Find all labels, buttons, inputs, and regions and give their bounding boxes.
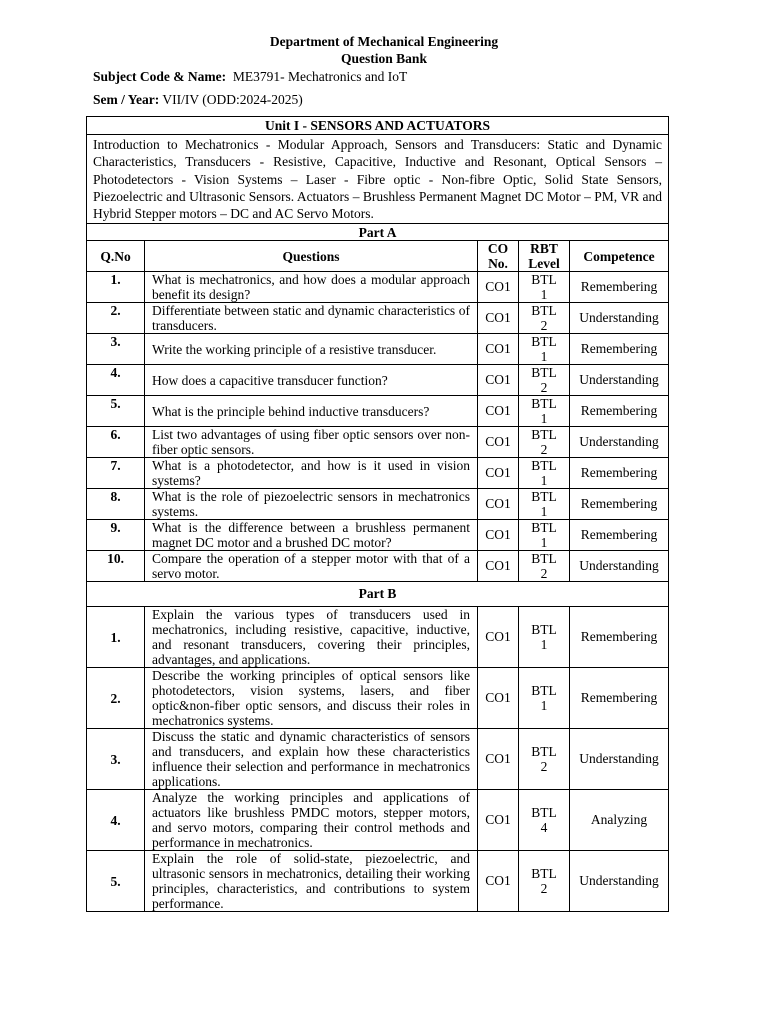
table-row [87, 790, 669, 851]
co-number: CO1 [478, 551, 519, 582]
question-text: How does a capacitive transducer function? [145, 365, 478, 396]
co-number: CO1 [478, 851, 519, 912]
table-row [87, 272, 669, 303]
question-text: Explain the various types of transducers used in mechatronics, including resistive, capacitive, inductive, and resonant transducers, covering their principles, advantages, and applications. [145, 607, 478, 668]
rbt-level-number: 2 [540, 759, 548, 775]
table-row [87, 334, 669, 365]
co-number: CO1 [478, 334, 519, 365]
question-number: 5. [87, 851, 145, 912]
co-header-line1: CO [487, 241, 509, 257]
question-text: List two advantages of using fiber optic sensors over non-fiber optic sensors. [145, 427, 478, 458]
question-text: What is the principle behind inductive transducers? [145, 396, 478, 427]
rbt-level-number: 1 [540, 535, 548, 551]
question-text: Describe the working principles of optical sensors like photodetectors, vision systems, lasers, and fiber optic&non-fiber optic sensors, and discuss their roles in mechatronics systems. [145, 668, 478, 729]
rbt-level-number: 4 [540, 820, 548, 836]
question-number: 6. [87, 427, 145, 458]
rbt-prefix: BTL [531, 683, 557, 699]
rbt-level [519, 851, 570, 912]
co-number: CO1 [478, 272, 519, 303]
rbt-prefix: BTL [531, 427, 557, 443]
rbt-prefix: BTL [531, 866, 557, 882]
competence: Analyzing [570, 790, 669, 851]
question-number: 3. [87, 334, 145, 365]
rbt-level [519, 790, 570, 851]
co-number: CO1 [478, 790, 519, 851]
co-number: CO1 [478, 729, 519, 790]
table-row [87, 303, 669, 334]
rbt-level [519, 729, 570, 790]
rbt-level-number: 1 [540, 637, 548, 653]
table-header-row [87, 241, 669, 272]
co-number: CO1 [478, 396, 519, 427]
document-title: Question Bank [341, 51, 427, 66]
table-row [87, 551, 669, 582]
co-number: CO1 [478, 458, 519, 489]
subject-line [93, 68, 407, 85]
question-text: Compare the operation of a stepper motor with that of a servo motor. [145, 551, 478, 582]
question-number: 7. [87, 458, 145, 489]
sem-line [93, 91, 303, 108]
question-number: 9. [87, 520, 145, 551]
table-row [87, 851, 669, 912]
rbt-level-number: 1 [540, 411, 548, 427]
sem-label: Sem / Year: [93, 92, 160, 107]
rbt-prefix: BTL [531, 334, 557, 350]
col-header-rbt [519, 241, 570, 272]
competence: Remembering [570, 607, 669, 668]
col-header-qno: Q.No [87, 241, 145, 272]
competence: Understanding [570, 551, 669, 582]
rbt-level-number: 2 [540, 881, 548, 897]
question-text: Discuss the static and dynamic characteristics of sensors and transducers, and explain how these characteristics influence their selection and performance in mechatronics applications. [145, 729, 478, 790]
document-header [0, 33, 768, 67]
question-number: 8. [87, 489, 145, 520]
competence: Understanding [570, 851, 669, 912]
question-text: Write the working principle of a resistive transducer. [145, 334, 478, 365]
question-number: 2. [87, 668, 145, 729]
rbt-level-number: 2 [540, 442, 548, 458]
question-number: 10. [87, 551, 145, 582]
table-row [87, 396, 669, 427]
competence: Remembering [570, 489, 669, 520]
subject-value: ME3791- Mechatronics and IoT [232, 69, 408, 84]
competence: Understanding [570, 365, 669, 396]
competence: Understanding [570, 303, 669, 334]
question-text: What is a photodetector, and how is it used in vision systems? [145, 458, 478, 489]
col-header-questions: Questions [145, 241, 478, 272]
question-number: 4. [87, 365, 145, 396]
question-number: 1. [87, 272, 145, 303]
rbt-prefix: BTL [531, 458, 557, 474]
competence: Remembering [570, 668, 669, 729]
rbt-level [519, 334, 570, 365]
co-number: CO1 [478, 427, 519, 458]
co-number: CO1 [478, 489, 519, 520]
rbt-level [519, 668, 570, 729]
rbt-level-number: 1 [540, 349, 548, 365]
question-text: Explain the role of solid-state, piezoelectric, and ultrasonic sensors in mechatronics, detailing their working principles, characteristics, and contributions to system performance. [145, 851, 478, 912]
competence: Remembering [570, 334, 669, 365]
question-number: 4. [87, 790, 145, 851]
competence: Remembering [570, 520, 669, 551]
table-row [87, 668, 669, 729]
part-b-title: Part B [87, 582, 669, 607]
rbt-header-line1: RBT [530, 241, 558, 257]
sem-value: VII/IV (ODD:2024-2025) [162, 92, 303, 107]
question-number: 1. [87, 607, 145, 668]
rbt-level [519, 551, 570, 582]
table-row [87, 458, 669, 489]
competence: Understanding [570, 427, 669, 458]
rbt-level-number: 2 [540, 318, 548, 334]
question-text: Differentiate between static and dynamic characteristics of transducers. [145, 303, 478, 334]
table-row [87, 427, 669, 458]
rbt-level [519, 272, 570, 303]
competence: Understanding [570, 729, 669, 790]
co-number: CO1 [478, 668, 519, 729]
co-number: CO1 [478, 303, 519, 334]
rbt-level [519, 607, 570, 668]
subject-label: Subject Code & Name: [93, 69, 227, 84]
rbt-prefix: BTL [531, 622, 557, 638]
table-row [87, 365, 669, 396]
rbt-level [519, 520, 570, 551]
question-text: What is the role of piezoelectric sensors in mechatronics systems. [145, 489, 478, 520]
rbt-prefix: BTL [531, 272, 557, 288]
department-title: Department of Mechanical Engineering [269, 34, 499, 49]
part-a-title: Part A [87, 224, 669, 241]
rbt-level [519, 365, 570, 396]
rbt-level [519, 427, 570, 458]
question-number: 5. [87, 396, 145, 427]
table-row [87, 607, 669, 668]
competence: Remembering [570, 396, 669, 427]
question-text: What is the difference between a brushless permanent magnet DC motor and a brushed DC motor? [145, 520, 478, 551]
rbt-level [519, 303, 570, 334]
rbt-header-line2: Level [528, 256, 560, 272]
competence: Remembering [570, 458, 669, 489]
co-header-line2: No. [488, 256, 508, 272]
part-b-row [87, 582, 669, 607]
question-number: 2. [87, 303, 145, 334]
question-text: Analyze the working principles and applications of actuators like brushless PMDC motors, stepper motors, and servo motors, comparing their control methods and performance in mechatronics. [145, 790, 478, 851]
table-row [87, 489, 669, 520]
co-number: CO1 [478, 607, 519, 668]
rbt-level-number: 1 [540, 698, 548, 714]
co-number: CO1 [478, 520, 519, 551]
rbt-level [519, 396, 570, 427]
rbt-level [519, 458, 570, 489]
rbt-level-number: 2 [540, 566, 548, 582]
rbt-prefix: BTL [531, 396, 557, 412]
competence: Remembering [570, 272, 669, 303]
question-number: 3. [87, 729, 145, 790]
rbt-level-number: 1 [540, 504, 548, 520]
table-row [87, 520, 669, 551]
rbt-level-number: 1 [540, 287, 548, 303]
rbt-prefix: BTL [531, 365, 557, 381]
rbt-prefix: BTL [531, 744, 557, 760]
rbt-prefix: BTL [531, 520, 557, 536]
col-header-competence: Competence [570, 241, 669, 272]
question-table [86, 116, 669, 912]
rbt-prefix: BTL [531, 551, 557, 567]
unit-intro: Introduction to Mechatronics - Modular Approach, Sensors and Transducers: Static and Dynamic Characteristics, Transducers - Resistive, Capacitive, Inductive and Resonant, Optical Sensors – Photodetectors - Vision Systems – Laser - Fibre optic - Non-fibre Optic, Solid State Sensors, Piezoelectric and Ultrasonic Sensors. Actuators – Brushless Permanent Magnet DC Motor – PM, VR and Hybrid Stepper motors – DC and AC Servo Motors. [87, 135, 669, 224]
rbt-level [519, 489, 570, 520]
rbt-prefix: BTL [531, 489, 557, 505]
question-text: What is mechatronics, and how does a modular approach benefit its design? [145, 272, 478, 303]
table-row [87, 729, 669, 790]
unit-title: Unit I - SENSORS AND ACTUATORS [87, 117, 669, 135]
rbt-level-number: 2 [540, 380, 548, 396]
rbt-prefix: BTL [531, 805, 557, 821]
rbt-prefix: BTL [531, 303, 557, 319]
col-header-co [478, 241, 519, 272]
co-number: CO1 [478, 365, 519, 396]
rbt-level-number: 1 [540, 473, 548, 489]
